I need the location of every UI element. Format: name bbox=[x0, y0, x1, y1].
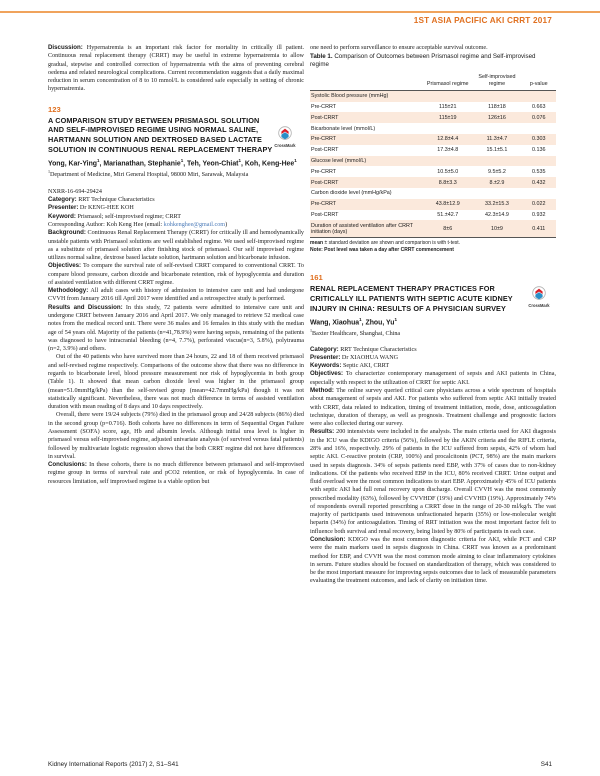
table-cell-p-value bbox=[522, 188, 556, 199]
crossmark-icon bbox=[278, 126, 292, 142]
table-note-2: Note: Post level was taken a day after CRRT commencement bbox=[310, 246, 454, 253]
affiliation: $^1$Baxter Healthcare, Shanghai, China bbox=[310, 327, 401, 337]
table-cell-prismasol: 115±21 bbox=[438, 103, 457, 110]
conclusions-paragraph: Conclusions: In these cohorts, there is no much difference between prismasol and self-improvised regime group in terms of survival rate and pCO2 retention, or risk of hypoglycemia. In case of resources limitation, self improvised regime is a viable option but bbox=[48, 461, 304, 485]
table-caption: Table 1. Comparison of Outcomes between Prismasol regime and Self-improvised regime bbox=[310, 53, 536, 69]
table-cell-p-value: 0.932 bbox=[532, 211, 546, 218]
author-list: Wang, Xiaohua$^1$, Zhou, Yu$^1$ bbox=[310, 316, 397, 326]
table-cell-p-value: 0.022 bbox=[522, 199, 556, 210]
results-paragraph: Results: 200 intensivists were included in the analysis. The main criteria used for AKI diagnosis in the ICU was the KDIGO criteria (56%), followed by the AKIN criteria and the RIFLE criteria, 28% and 16%, respectively. 29% of patients in the ICU suffered from sepsis, 42% of whom had septic AKI. C-reactive protein (CRP, 100%) and procalcitonin (PCT, 98%) are the main markers used in sepsis diagnosis. 34% of sepsis patients need EBP, with 37% of cases due to non-kidney indications. Of the patients who received EBP in the ICU, 80% received CRRT. Urine output and fluid overload were the most common indications to start EBP. Approximately 45% of ICU patients with septic AKI had full renal recovery upon discharge. Overall CVVH was the most commonly prescribed modality (63%), followed by CVVHDF (19%) and CVVHD (19%). Approximately 74% of respondents overall reported prescribing a CRRT dose in the range of 20-30 ml/kg/h. The vast majority of participants used intravenous unfractionated heparin (35%) or low-molecular weight heparin (34%) for anticoagulation. Timing of RRT initiation was the most important factor felt to influence both survival and renal recovery, being listed by 80% of participants in each case. bbox=[310, 428, 556, 535]
table-cell-p-value: 0.411 bbox=[522, 220, 556, 238]
results-paragraph-2: Out of the 40 patients who have survived more than 24 hours, 22 and 18 of them received prismasol and self-revised regime respectively. Comparisons of the outcome show that there was no difference in regards to bicarbonate level, blood pressure measurement nor risk of hypoglycemia in both group (Table 1). It showed that mean carbon dioxide level was higher in the prismasol group (mean=51.0mmHg/kPa) than the self-revised group (mean=42.7mmHg/kPa) though it was not statistically significant. Nevertheless, there was not much difference in terms of assisted ventilation duration with mean reading of 8 days and 10 days respectively. bbox=[48, 354, 304, 411]
table-header-self-improvised: Self-improvised regime bbox=[472, 72, 521, 90]
table-cell-p-value: 0.076 bbox=[522, 112, 556, 123]
table-cell-label: Pre-CRRT bbox=[311, 103, 337, 110]
table-cell-label: Post-CRRT bbox=[310, 112, 423, 123]
table-cell-label: Systolic Blood pressure (mmHg) bbox=[310, 90, 423, 101]
table-row bbox=[310, 134, 556, 145]
table-cell-prismasol bbox=[423, 123, 472, 134]
table-cell-prismasol: 12.8±4.4 bbox=[423, 134, 472, 145]
table-row bbox=[310, 123, 556, 134]
table-cell-p-value bbox=[522, 123, 556, 134]
results-paragraph: Results and Discussion: In this study, 72 patients were admitted to intensive care unit and undergone CRRT between January 2016 and April 2017. We only managed to retrieve 52 medical case notes from the medical record unit. There were 36 males and 16 females in this study with the median age of 54 years old. Majority of the patients (n=41,78.9%) were having sepsis, remaining of the patients was diagnosed to have intracranial bleeding (n=4, 7.7%), perforated viscus(n=3, 5.8%), polytrauma (n=2, 3.9%) and others. bbox=[48, 303, 304, 353]
table-row bbox=[310, 156, 556, 167]
table-cell-label: Bicarbonate level (mmol/L) bbox=[311, 125, 376, 132]
table-row bbox=[310, 166, 556, 177]
table-cell-p-value bbox=[522, 156, 556, 167]
table-cell-self-improvised: 8.±2.9 bbox=[472, 177, 521, 188]
table-cell-prismasol: 8±6 bbox=[423, 220, 472, 238]
table-cell-self-improvised: 11.3±4.7 bbox=[472, 134, 521, 145]
outcomes-table bbox=[310, 72, 556, 238]
category-line: Category: RRT Technique Characteristics bbox=[48, 196, 155, 204]
table-cell-label: Post-CRRT bbox=[311, 147, 339, 154]
table-cell-prismasol: 10.5±5.0 bbox=[437, 168, 459, 175]
table-row bbox=[310, 90, 556, 101]
table-row bbox=[310, 188, 556, 199]
left-column bbox=[48, 44, 304, 486]
table-cell-self-improvised: 33.2±15.3 bbox=[472, 199, 521, 210]
crossmark-icon bbox=[532, 286, 546, 302]
table-cell-prismasol: 115±19 bbox=[423, 112, 472, 123]
table-cell-prismasol bbox=[423, 156, 472, 167]
continued-paragraph: one need to perform surveillance to ensure acceptable survival outcome. bbox=[310, 45, 488, 51]
abstract-id: NXRR-16-694-29424 bbox=[48, 188, 102, 195]
table-cell-self-improvised: 15.1±5.1 bbox=[486, 147, 508, 154]
table-row bbox=[310, 210, 556, 221]
table-cell-label: Carbon dioxide level (mmHg/kPa) bbox=[311, 190, 392, 197]
right-column bbox=[310, 44, 556, 586]
table-row bbox=[310, 112, 556, 123]
table-header-prismasol: Prismasol regime bbox=[423, 72, 472, 90]
table-cell-label: Pre-CRRT bbox=[311, 168, 337, 175]
table-cell-label: Glucose level (mmol/L) bbox=[310, 156, 423, 167]
keyword-line: Keywords: Septic AKI, CRRT bbox=[310, 362, 390, 370]
table-row bbox=[310, 145, 556, 156]
presenter-line: Presenter: Dr KENG-HEE KOH bbox=[48, 204, 134, 212]
method-paragraph: Method: The online survey queried critical care physicians across a wide spectrum of hospitals about management of sepsis and AKI. For patients who suffered from septic AKI initially treated with CRRT, data related to indication, timing of treatment initiation, mode, dose, anticoagulation technique, duration of therapy, as well as prognosis. Treatment challenge and prognostic factors were also collected during our survey. bbox=[310, 386, 556, 428]
footer-page-number: S41 bbox=[540, 761, 552, 768]
category-line: Category: RRT Technique Characteristics bbox=[310, 345, 417, 353]
results-paragraph-3: Overall, there were 19/24 subjects (79%) died in the prismasol group and 24/28 subjects (86%) died in the second group (p=0.716). Both cohorts have no differences in term of Sequential Organ Failure Assessment (SOFA) score, age, Hb and albumin levels. Although initial urea level is higher in prismasol versus self-improvised regime, adjusted univariate analysis (of survived versus fatal patients) followed by multivariate logistic regression shows that the both CRRT regime did not have differences in survival. bbox=[48, 412, 304, 460]
header-rule bbox=[0, 11, 600, 13]
table-cell-prismasol: 51.±42.7 bbox=[437, 211, 459, 218]
crossmark-label: CrossMark bbox=[274, 142, 296, 148]
table-cell-p-value bbox=[522, 90, 556, 101]
table-cell-prismasol: 17.3±4.8 bbox=[437, 147, 459, 154]
table-cell-self-improvised: 42.3±14.9 bbox=[484, 211, 509, 218]
keyword-line: Keyword: Prismasol; self-improvised regime; CRRT bbox=[48, 212, 182, 220]
discussion-paragraph: Discussion: Hypernatremia is an important risk factor for mortality in critically ill patient. Continuous renal replacement therapy (CRRT) may be useful in extreme hypernatremia to allow gradual, stepwise and controlled correction of hypernatremia with the aims of preventing cerebral oedema and related neurological complications. Current recommendation suggests that a daily maximal reduction in serum concentration of 8 to 10 mmol/L is considered safe especially in setting of chronic hypernatremia. bbox=[48, 44, 304, 93]
abstract-number: 123 bbox=[48, 104, 61, 114]
conclusion-paragraph: Conclusion: KDIGO was the most common diagnostic criteria for AKI, while PCT and CRP were the main markers used in sepsis diagnosis in China. CRRT was known as a predominant method for EBP, and CVVH was the most common mode aiming to clear inflammatory cytokines in serum. Future studies should be focused on standardization of therapy, which was considered to be the most important measure for improving sepsis outcomes due to lack of measurable parameters evaluating the treatment outcomes, and lack of clarity on initiation time. bbox=[310, 536, 556, 585]
table-row bbox=[310, 199, 556, 210]
footer-citation: Kidney International Reports (2017) 2, S1–S41 bbox=[48, 761, 179, 768]
table-cell-label: Post-CRRT bbox=[311, 211, 339, 218]
table-header-blank bbox=[310, 72, 423, 90]
abstract-number: 161 bbox=[310, 273, 323, 283]
table-cell-p-value: 0.535 bbox=[532, 168, 546, 175]
table-cell-prismasol: 8.8±3.3 bbox=[423, 177, 472, 188]
table-cell-label: Post-CRRT bbox=[310, 177, 423, 188]
journal-section-header: 1ST ASIA PACIFIC AKI CRRT 2017 bbox=[413, 16, 552, 25]
table-row bbox=[310, 177, 556, 188]
crossmark-badge[interactable] bbox=[528, 286, 550, 308]
table-cell-self-improvised bbox=[472, 123, 521, 134]
crossmark-badge[interactable] bbox=[274, 126, 296, 148]
table-cell-p-value: 0.663 bbox=[532, 103, 546, 110]
table-cell-prismasol bbox=[423, 188, 472, 199]
abstract-title: RENAL REPLACEMENT THERAPY PRACTICES FOR CRITICALLY ILL PATIENTS WITH SEPTIC ACUTE KIDNEY INJURY IN CHINA: RESULTS OF A PHYSICIAN SURVEY bbox=[310, 284, 513, 313]
table-cell-self-improvised bbox=[472, 156, 521, 167]
table-cell-p-value: 0.136 bbox=[532, 147, 546, 154]
table-note-1: mean ± standard deviation are shown and comparison is with t-test. bbox=[310, 240, 461, 247]
author-list: Yong, Kar-Ying$^1$, Marianathan, Stephanie$^1$, Teh, Yeon-Chiat$^1$, Koh, Keng-Hee$^1$ bbox=[48, 157, 297, 168]
objectives-paragraph: Objectives: To characterize contemporary management of sepsis and AKI patients in China, especially with respect to the utilization of CRRT for septic AKI. bbox=[310, 370, 556, 386]
objectives-paragraph: Objectives: To compare the survival rate of self-revised CRRT compared to conventional CRRT. To compare blood pressure, carbon dioxide and bicarbonate retention, risk of hypoglycemia and duration of assisted ventilation with different CRRT regime. bbox=[48, 262, 304, 286]
table-cell-self-improvised bbox=[472, 90, 521, 101]
table-cell-self-improvised: 118±18 bbox=[488, 103, 506, 110]
table-cell-self-improvised: 126±16 bbox=[472, 112, 521, 123]
table-header-p-value: p-value bbox=[522, 72, 556, 90]
table-cell-label: Pre-CRRT bbox=[310, 134, 423, 145]
table-row bbox=[310, 220, 556, 238]
table-row bbox=[310, 102, 556, 113]
table-cell-self-improvised bbox=[472, 188, 521, 199]
table-cell-p-value: 0.303 bbox=[522, 134, 556, 145]
table-cell-self-improvised: 9.5±5.2 bbox=[487, 168, 506, 175]
table-cell-self-improvised: 10±9 bbox=[472, 220, 521, 238]
corresponding-author: Corresponding Author: Koh Keng Hee (email: kohkenghee@gmail.com) bbox=[48, 221, 228, 228]
abstract-title: A COMPARISON STUDY BETWEEN PRISMASOL SOLUTION AND SELF-IMPROVISED REGIME USING NORMAL SALINE, HARTMANN SOLUTION AND DEXTROSED BASED LACTATE SOLUTION IN CONTINUOUS RENAL REPLACEMENT THERAPY bbox=[48, 115, 273, 155]
crossmark-label: CrossMark bbox=[528, 303, 550, 309]
table-cell-p-value: 0.432 bbox=[522, 177, 556, 188]
table-cell-label: Duration of assisted ventilation after CRRT initiation (days) bbox=[310, 220, 423, 238]
table-cell-prismasol: 43.8±12.9 bbox=[423, 199, 472, 210]
email-link[interactable]: kohkenghee@gmail.com bbox=[163, 221, 226, 228]
table-cell-label: Pre-CRRT bbox=[310, 199, 423, 210]
background-paragraph: Background: Continuous Renal Replacement Therapy (CRRT) for critically ill and hemodynamically unstable patients with Prismasol solutions are well established regime. We used self-improvised regime as a substitute of prismasol solution after finishing stock of prismasol. Our self improvised regime utilizes normal saline, dextrose based lactate solution, hartmann solution and bicarbonate infusion. bbox=[48, 229, 304, 262]
affiliation: $^1$Department of Medicine, Miri General Hospital, 98000 Miri, Sarawak, Malaysia bbox=[48, 169, 249, 179]
methodology-paragraph: Methodology: All adult cases with history of admission to intensive care unit and had undergone CVVH from January 2016 till April 2017 were identified and a retrospective study is performed. bbox=[48, 287, 304, 303]
presenter-line: Presenter: Dr XIAOHUA WANG bbox=[310, 353, 399, 361]
table-cell-prismasol bbox=[423, 90, 472, 101]
